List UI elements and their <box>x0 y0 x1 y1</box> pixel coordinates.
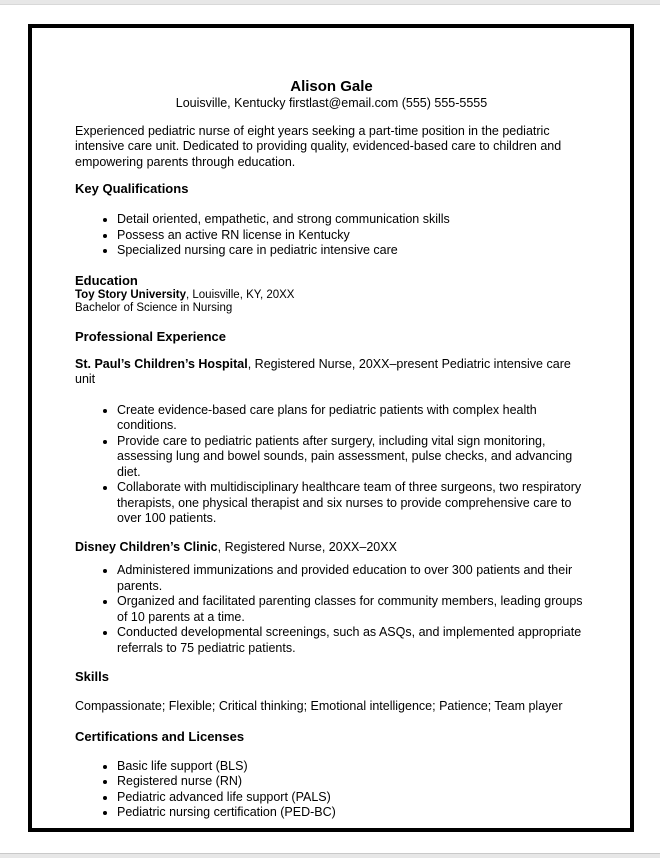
section-heading-certifications: Certifications and Licenses <box>75 728 245 744</box>
job-employer-name: St. Paul’s Children’s Hospital <box>75 356 248 371</box>
list-item: • Pediatric nursing certification (PED-BC) <box>117 805 588 821</box>
job-title-line <box>75 540 588 556</box>
job-role-dates: , Registered Nurse, 20XX–present Pediatric intensive care unit <box>75 356 571 386</box>
list-item: • Specialized nursing care in pediatric intensive care <box>117 243 588 259</box>
resume-page <box>75 78 588 821</box>
job-bullet-list <box>75 403 588 527</box>
job-bullet-list <box>75 563 588 656</box>
key-qualifications-list <box>75 212 588 259</box>
list-item: • Possess an active RN license in Kentucky <box>117 228 588 244</box>
list-item: • Administered immunizations and provided education to over 300 patients and their parents. <box>117 563 588 594</box>
list-item: • Organized and facilitated parenting classes for community members, leading groups of 10 parents at a time. <box>117 594 588 625</box>
education-school-location: , Louisville, KY, 20XX <box>186 288 295 301</box>
section-heading-experience: Professional Experience <box>75 328 227 344</box>
summary-paragraph: Experienced pediatric nurse of eight years seeking a part-time position in the pediatric intensive care unit. Dedicated to providing quality, evidenced-based care to children and empowering parents through education. <box>75 123 562 169</box>
list-item: • Conducted developmental screenings, such as ASQs, and implemented appropriate referrals to 75 pediatric patients. <box>117 625 588 656</box>
list-item: • Create evidence-based care plans for pediatric patients with complex health conditions. <box>117 403 588 434</box>
list-item: • Pediatric advanced life support (PALS) <box>117 790 588 806</box>
job-employer-name: Disney Children’s Clinic <box>75 539 218 554</box>
certifications-list <box>75 759 588 821</box>
list-item: • Detail oriented, empathetic, and strong communication skills <box>117 212 588 228</box>
section-heading-key-qualifications: Key Qualifications <box>75 181 189 196</box>
section-heading-skills: Skills <box>75 669 109 684</box>
page-separator-bottom <box>0 853 660 858</box>
page-separator-top <box>0 0 660 5</box>
skills-line: Compassionate; Flexible; Critical thinking; Emotional intelligence; Patience; Team player <box>75 699 563 713</box>
section-heading-education: Education <box>75 272 138 288</box>
job-role-dates: , Registered Nurse, 20XX–20XX <box>217 539 397 554</box>
job-title-line <box>75 357 588 388</box>
education-degree-line: Bachelor of Science in Nursing <box>75 302 233 314</box>
education-school-line <box>75 289 588 303</box>
list-item: • Basic life support (BLS) <box>117 759 588 775</box>
list-item: • Provide care to pediatric patients after surgery, including vital sign monitoring, assessing lung and bowel sounds, pain assessment, pulse checks, and advancing diet. <box>117 434 588 481</box>
list-item: • Registered nurse (RN) <box>117 774 588 790</box>
resume-name: Alison Gale <box>290 78 373 95</box>
education-school-name: Toy Story University <box>75 288 186 301</box>
resume-contact-line: Louisville, Kentucky firstlast@email.com (555) 555-5555 <box>175 96 488 110</box>
list-item: • Collaborate with multidisciplinary healthcare team of three surgeons, two respiratory therapists, one physical therapist and six nurses to provide comprehensive care to over 100 patients. <box>117 480 588 527</box>
